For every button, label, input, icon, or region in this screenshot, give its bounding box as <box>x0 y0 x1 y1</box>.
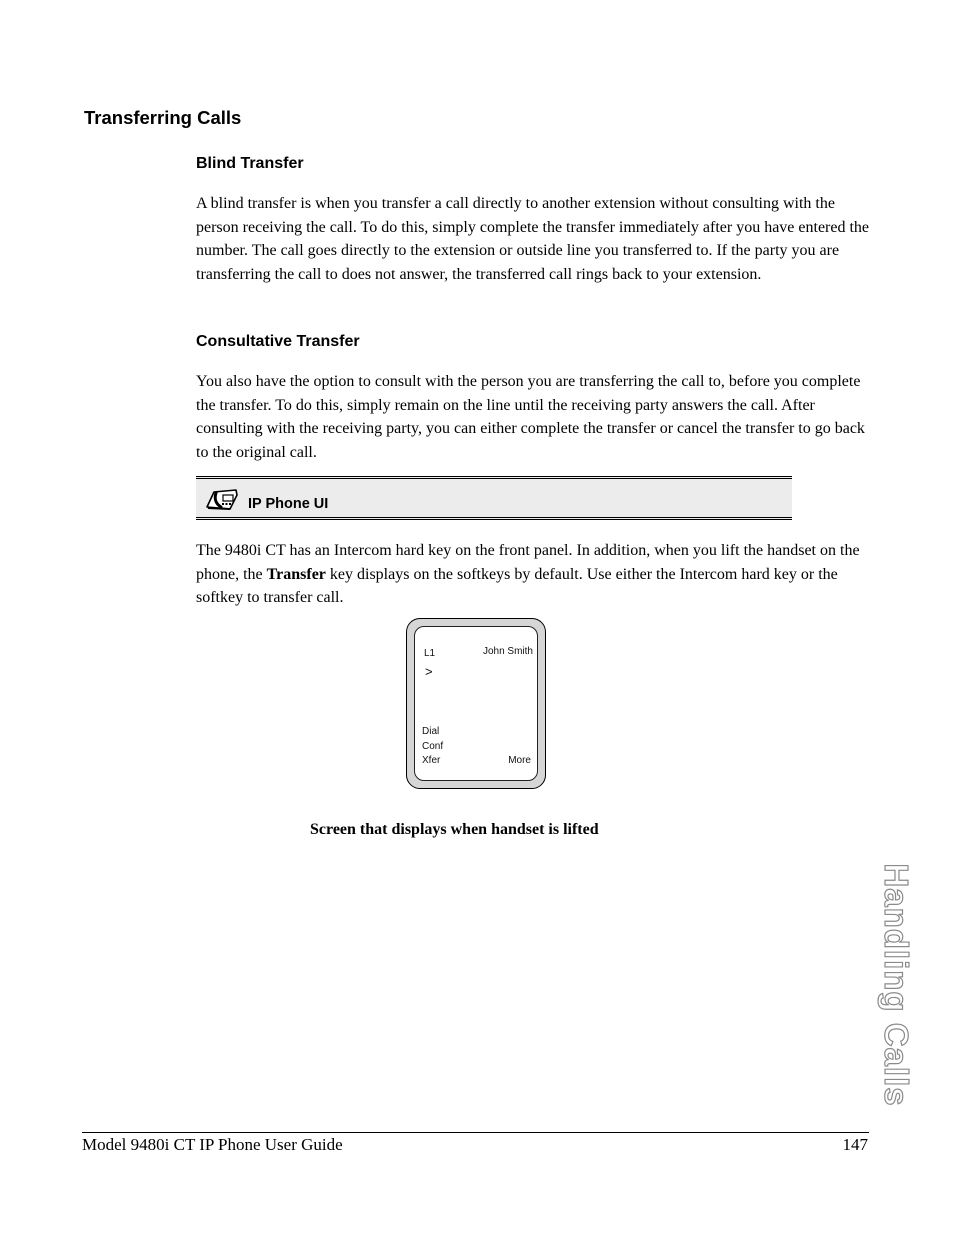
ui-paragraph <box>196 539 876 610</box>
softkey-conf: Conf <box>422 741 444 752</box>
softkey-xfer: Xfer <box>422 755 441 766</box>
line-indicator: L1 <box>424 648 436 659</box>
consultative-transfer-text: You also have the option to consult with the person you are transferring the call to, before you complete the transfer. To do this, simply remain on the line until the receiving party answers the call. After consulting with the receiving party, you can either complete the transfer or cancel the transfer to go back to the original call. <box>196 373 865 461</box>
footer-rule <box>82 1132 869 1133</box>
ui-text-part1: The 9480i CT has an Intercom hard key on the front panel. In addition, when you lift the handset on the phone, the <box>196 542 860 583</box>
softkey-more: More <box>508 755 531 766</box>
softkey-dial: Dial <box>422 726 440 737</box>
blind-transfer-text: A blind transfer is when you transfer a call directly to another extension without consulting with the person receiving the call. To do this, simply complete the transfer immediately after you have entered the number. The call goes directly to the extension or outside line you transferred to. If the party you are transferring the call to does not answer, the transferred call rings back to your extension. <box>196 195 870 283</box>
consultative-transfer-heading: Consultative Transfer <box>196 333 360 350</box>
phone-icon <box>204 487 240 513</box>
chapter-side-tab <box>874 855 918 1115</box>
ip-phone-ui-note <box>196 476 792 520</box>
ui-text-part2: key displays on the softkeys by default. Use either the Intercom hard key or the softkey to transfer call. <box>196 565 838 606</box>
input-prompt: > <box>425 664 433 679</box>
phone-screen-display <box>414 626 538 781</box>
page-number: 147 <box>842 1135 868 1154</box>
section-title: Transferring Calls <box>84 107 242 128</box>
blind-transfer-heading: Blind Transfer <box>196 155 304 172</box>
transfer-keyword: Transfer <box>266 565 326 583</box>
chapter-title: Handling Calls <box>878 863 915 1107</box>
note-label: IP Phone UI <box>248 496 329 512</box>
figure-caption: Screen that displays when handset is lifted <box>310 821 599 838</box>
caller-name: John Smith <box>482 646 533 657</box>
phone-screen-illustration <box>406 618 546 789</box>
footer-title: Model 9480i CT IP Phone User Guide <box>82 1135 343 1154</box>
